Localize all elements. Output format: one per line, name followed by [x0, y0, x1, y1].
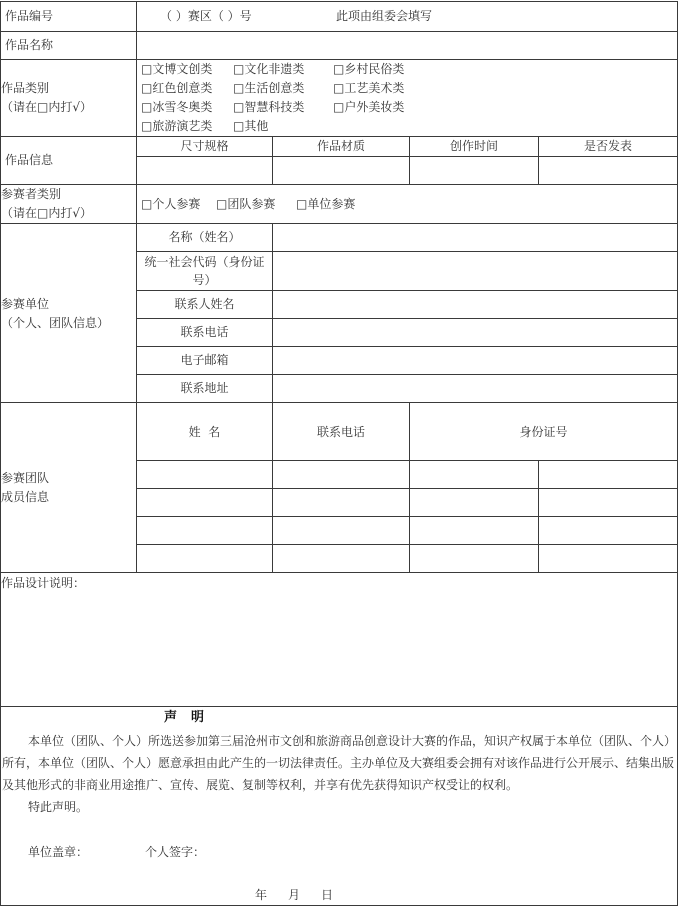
row-divider — [0, 706, 678, 707]
category-option[interactable]: □旅游演艺类 — [141, 119, 213, 133]
participant-type-unit[interactable]: □单位参赛 — [296, 197, 356, 211]
declaration-closing: 特此声明。 — [28, 800, 89, 814]
work-info-col-size: 尺寸规格 — [180, 139, 229, 153]
phone-input[interactable] — [273, 319, 677, 346]
team-members-label: 参赛团队 — [1, 471, 50, 485]
row-divider — [0, 184, 678, 185]
category-option[interactable]: □其他 — [233, 119, 269, 133]
category-option[interactable]: □冰雪冬奥类 — [141, 100, 213, 114]
field-label-code-cont: 号） — [192, 273, 217, 287]
participant-type-label: 参赛者类别 — [1, 187, 62, 201]
table-border-left — [0, 1, 1, 906]
row-divider — [0, 572, 678, 573]
field-label-code: 统一社会代码（身份证 — [144, 255, 265, 269]
category-option[interactable]: □智慧科技类 — [233, 100, 305, 114]
team-members-label-2: 成员信息 — [1, 490, 50, 504]
team-member-row[interactable] — [137, 545, 677, 572]
work-info-col-material: 作品材质 — [316, 139, 365, 153]
category-option[interactable]: □乡村民俗类 — [333, 62, 405, 76]
declaration-title: 声明 — [164, 710, 219, 725]
work-info-label: 作品信息 — [5, 153, 54, 167]
category-option[interactable]: □户外美妆类 — [333, 100, 405, 114]
size-input[interactable] — [137, 157, 272, 184]
field-label-contact-name: 联系人姓名 — [174, 297, 235, 311]
address-input[interactable] — [273, 375, 677, 402]
contact-name-input[interactable] — [273, 291, 677, 318]
team-col-phone: 联系电话 — [316, 425, 365, 439]
signature-label: 个人签字： — [145, 845, 206, 859]
row-divider — [0, 402, 678, 403]
work-category-hint: （请在□内打√） — [1, 100, 92, 114]
work-number-note: 此项由组委会填写 — [336, 9, 433, 23]
date-month: 月 — [288, 888, 301, 902]
name-input[interactable] — [273, 224, 677, 251]
time-input[interactable] — [410, 157, 538, 184]
field-label-phone: 联系电话 — [180, 325, 229, 339]
work-number-label: 作品编号 — [5, 9, 54, 23]
code-input[interactable] — [273, 252, 677, 290]
team-member-row[interactable] — [137, 489, 677, 516]
work-category-label: 作品类别 — [1, 81, 50, 95]
design-description-label: 作品设计说明： — [1, 576, 86, 590]
row-divider — [0, 136, 678, 137]
design-description-input[interactable] — [1, 592, 677, 705]
work-info-col-time: 创作时间 — [449, 139, 498, 153]
team-member-row[interactable] — [137, 517, 677, 544]
category-option[interactable]: □红色创意类 — [141, 81, 213, 95]
seal-field[interactable] — [90, 838, 140, 864]
participant-unit-label: 参赛单位 — [1, 297, 50, 311]
participant-type-team[interactable]: □团队参赛 — [216, 197, 276, 211]
work-name-label: 作品名称 — [5, 38, 54, 52]
field-label-name: 名称（姓名） — [168, 230, 241, 244]
seal-label: 单位盖章： — [28, 845, 89, 859]
work-info-col-published: 是否发表 — [583, 139, 632, 153]
table-border-bottom — [0, 905, 678, 906]
category-option[interactable]: □文化非遗类 — [233, 62, 305, 76]
declaration-paragraph: 本单位（团队、个人）所选送参加第三届沧州市文创和旅游商品创意设计大赛的作品，知识产权属于本单位（团队、个人）所有，本单位（团队、个人）愿意承担由此产生的一切法律责任。主办单位及大赛组委会拥有对该作品进行公开展示、结集出版及其他形式的非商业用途推广、宣传、展览、复制等权利，并享有优先获得知识产权受让的权利。 — [2, 734, 677, 792]
participant-unit-hint: （个人、团队信息） — [1, 316, 110, 330]
participant-type-individual[interactable]: □个人参赛 — [141, 197, 201, 211]
work-number-field[interactable]: （ ）赛区（ ）号 — [160, 9, 252, 23]
category-option[interactable]: □工艺美术类 — [333, 81, 405, 95]
date-year: 年 — [255, 888, 268, 902]
row-divider — [0, 59, 678, 60]
field-label-email: 电子邮箱 — [180, 353, 229, 367]
participant-type-hint: （请在□内打√） — [1, 206, 92, 220]
category-option[interactable]: □文博文创类 — [141, 62, 213, 76]
date-day: 日 — [321, 888, 334, 902]
email-input[interactable] — [273, 347, 677, 374]
work-name-input[interactable] — [137, 32, 677, 59]
team-col-name: 姓 名 — [188, 425, 221, 439]
signature-field[interactable] — [205, 838, 405, 864]
team-col-id: 身份证号 — [519, 425, 568, 439]
table-border-top — [0, 1, 678, 2]
material-input[interactable] — [273, 157, 409, 184]
category-option[interactable]: □生活创意类 — [233, 81, 305, 95]
published-input[interactable] — [539, 157, 677, 184]
field-label-address: 联系地址 — [180, 381, 229, 395]
team-member-row[interactable] — [137, 461, 677, 488]
